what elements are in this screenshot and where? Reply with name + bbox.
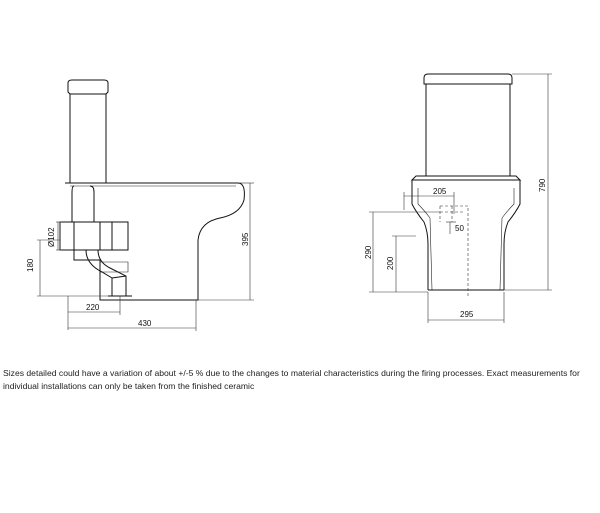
- front-pan-body: [412, 180, 520, 290]
- front-pan-inner: [418, 188, 514, 290]
- label-290: 290: [364, 245, 373, 259]
- front-cistern: [424, 74, 512, 176]
- label-220: 220: [86, 303, 100, 312]
- label-790: 790: [538, 178, 547, 192]
- side-outlet-collar: [60, 222, 128, 250]
- side-outlet-pipe: [72, 186, 94, 222]
- side-bend-pipe: [86, 250, 132, 296]
- label-430: 430: [138, 319, 152, 328]
- label-50: 50: [455, 224, 464, 233]
- side-cistern: [68, 80, 108, 183]
- side-view: [26, 80, 254, 331]
- front-hidden-outlet: [440, 206, 468, 296]
- side-pan-body: [65, 183, 244, 300]
- label-295: 295: [460, 310, 474, 319]
- label-180: 180: [26, 258, 35, 272]
- label-395: 395: [241, 232, 250, 246]
- front-view: [364, 74, 552, 323]
- disclaimer-note: Sizes detailed could have a variation of about +/-5 % due to the changes to material characteristics during the firing processes. Exact measurements for individual installations can only be taken from the finished ceramic: [3, 368, 580, 391]
- label-205: 205: [433, 187, 447, 196]
- label-200: 200: [386, 256, 395, 270]
- front-rim: [412, 176, 520, 180]
- label-diameter: Ø102: [47, 227, 56, 247]
